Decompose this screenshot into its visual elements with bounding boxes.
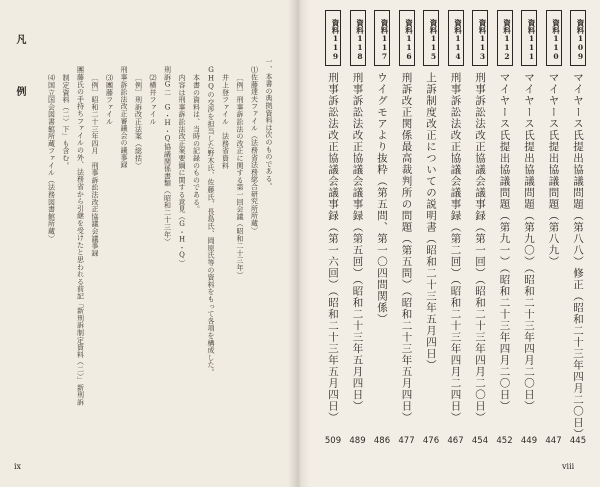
entry-page-number: 449: [520, 436, 538, 446]
entry-title: 刑訴改正関係最高裁判所の問題（第五問）（昭和二十三年五月四日）: [400, 72, 413, 424]
toc-entry: [546, 10, 564, 460]
note-line: 内容は刑事訴訟法改正案要綱に関する意見（G・H・Q）: [178, 74, 186, 267]
material-number-tag: 資料118: [350, 10, 366, 66]
note-line: GHQの交渉を担当した野木氏、佐藤氏、長島氏、岡原氏等の資料をもって各項を構成した。: [207, 66, 215, 376]
note-line: 〔例〕刑事訴訟法の改正に関する第一回会議（昭和二十三年）: [236, 74, 244, 279]
note-line: 〔例〕刑訴改正法案（総括）: [134, 74, 143, 169]
note-line: 刑事訴訟法改正審議会の議事録: [120, 66, 128, 169]
note-line: 一、本書の典拠資料は次のものである。: [265, 58, 273, 190]
toc-entry: [399, 10, 417, 460]
toc-entry: [472, 10, 490, 460]
toc-entry: [570, 10, 588, 460]
left-page-number: ix: [14, 462, 22, 471]
material-number-tag: 資料110: [546, 10, 562, 66]
entry-title: 上訴制度改正についての説明書（昭和二十三年五月四日）: [425, 72, 437, 371]
entry-page-number: 445: [569, 436, 587, 446]
material-number-tag: 資料109: [570, 10, 586, 66]
entry-page-number: 467: [447, 436, 464, 446]
note-line: 團藤氏の手持ちファイルの外、法務省から引継を受けたと思われる前記「新刑訴制定資料（二）」新刑訴: [76, 66, 85, 406]
toc-entry: [423, 10, 441, 460]
note-line: ⑶團藤ファイル: [105, 74, 114, 126]
toc-entry: [521, 10, 539, 460]
entry-title: マイヤース氏提出協議問題（第八九）: [547, 72, 560, 268]
material-number-tag: 資料114: [448, 10, 464, 66]
entry-title: マイヤース氏提出協議問題（第九一）（昭和二十三年四月二〇日）: [498, 72, 511, 412]
entry-page-number: 447: [545, 436, 562, 446]
material-number-tag: 資料111: [521, 10, 537, 66]
entry-title: 刑事訴訟法改正協議会議事録（第五回）（昭和二十三年五月四日）: [351, 72, 364, 412]
note-line: 井上登ファイル 法務省資料: [221, 74, 230, 169]
section-title: 凡 例: [14, 34, 25, 112]
material-number-tag: 資料112: [497, 10, 513, 66]
entry-page-number: 486: [373, 436, 391, 446]
entry-title: 刑事訴訟法改正協議会議事録（第一六回）（昭和二十三年五月四日）: [327, 72, 339, 424]
entry-title: マイヤース氏提出協議問題（第九〇）（昭和二十三年四月二〇日）: [523, 72, 535, 412]
left-page: [0, 0, 298, 487]
material-number-tag: 資料117: [374, 10, 390, 66]
entry-title: ウイグモアより抜粋（第五問、第一〇四問関係）: [376, 72, 388, 325]
entry-title: 刑事訴訟法改正協議会議事録（第二回）（昭和二十三年四月二四日）: [449, 72, 462, 424]
entry-page-number: 452: [496, 436, 513, 446]
note-line: 本書の資料は、当時の記録のものである。: [192, 74, 201, 213]
right-page-number: viii: [562, 462, 575, 471]
note-line: ⑷国立国会図書館所蔵ファイル（法務図書館所蔵）: [47, 74, 56, 242]
entry-title: マイヤース氏提出協議問題（第八八）修正（昭和二十三年四月二〇日）: [572, 72, 584, 440]
material-number-tag: 資料116: [399, 10, 415, 66]
book-gutter: [288, 0, 310, 487]
note-line: 刑訴G二 G・H・Q協議関係書類（昭和二十三年）: [163, 66, 172, 246]
material-number-tag: 資料119: [325, 10, 341, 66]
note-line: 制定資料（二）下」も含む。: [62, 74, 70, 169]
material-number-tag: 資料115: [423, 10, 439, 66]
entry-page-number: 476: [422, 436, 440, 446]
toc-entry: [350, 10, 368, 460]
entry-page-number: 489: [349, 436, 366, 446]
toc-entry: [325, 10, 343, 460]
entry-title: 刑事訴訟法改正協議会議事録（第一回）（昭和二十三年四月二〇日）: [474, 72, 486, 424]
material-number-tag: 資料113: [472, 10, 488, 66]
entry-page-number: 509: [324, 436, 342, 446]
toc-entry: [448, 10, 466, 460]
entry-page-number: 477: [398, 436, 415, 446]
entry-page-number: 454: [471, 436, 489, 446]
note-line: ⑴佐藤達夫ファイル（法務省法務総合研究所所蔵）: [250, 66, 259, 234]
toc-entry: [374, 10, 392, 460]
right-page: [298, 0, 600, 487]
note-line: ⑵横井ファイル: [149, 74, 157, 126]
note-line: 〔例〕昭和二十三年四月 刑事訴訟法改正協議会議事録: [91, 74, 99, 257]
toc-entry: [497, 10, 515, 460]
